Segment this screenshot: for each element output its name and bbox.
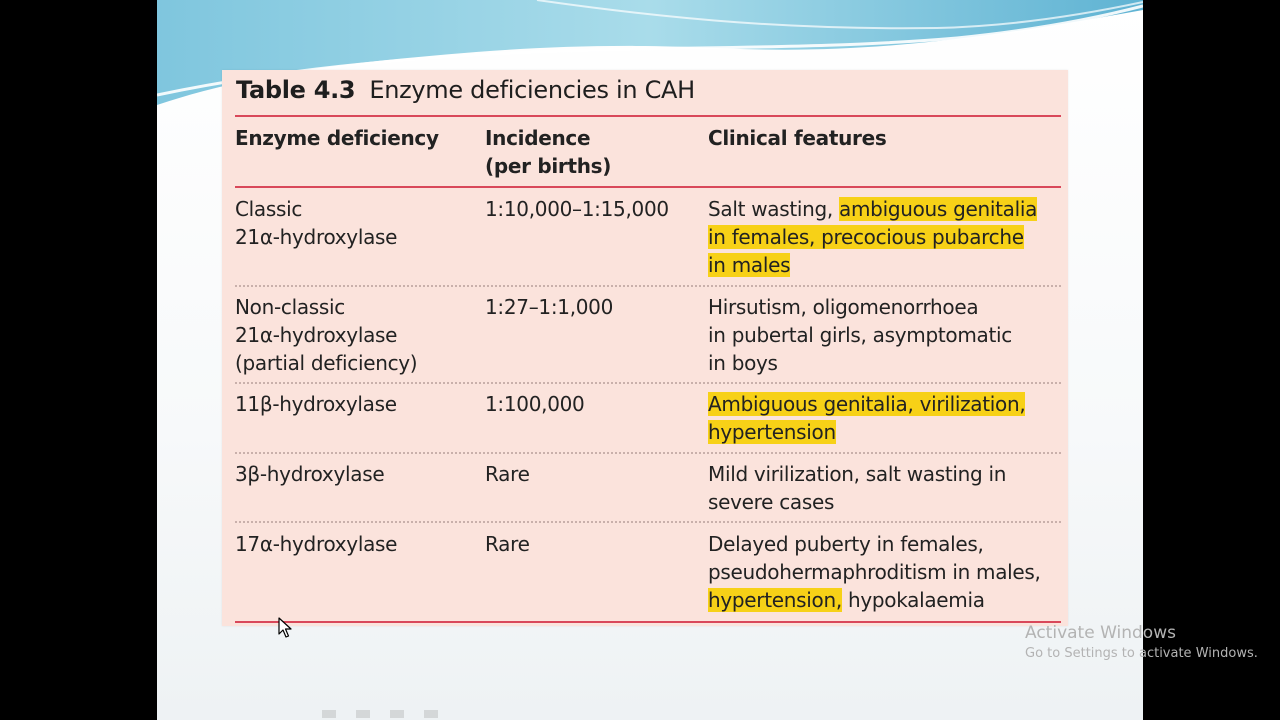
header-incidence-line2: (per births) — [485, 154, 612, 178]
row-4-incidence: Rare — [485, 462, 530, 486]
row-3-incidence: 1:100,000 — [485, 392, 585, 416]
header-enzyme-deficiency: Enzyme deficiency — [235, 126, 439, 150]
row-3-features-highlight: hypertension — [708, 420, 836, 444]
watermark-subtitle: Go to Settings to activate Windows. — [1025, 646, 1258, 661]
row-1-features-highlight: in males — [708, 253, 791, 277]
header-incidence — [485, 124, 700, 180]
watermark-title: Activate Windows — [1025, 623, 1176, 643]
row-divider — [235, 452, 1061, 454]
header-incidence-line1: Incidence — [485, 126, 591, 150]
row-2-features-line2: in pubertal girls, asymptomatic — [708, 323, 1012, 347]
row-4-features-line2: severe cases — [708, 490, 835, 514]
row-1-enzyme-line1: Classic — [235, 197, 303, 221]
row-5-features-line2: pseudohermaphroditism in males, — [708, 560, 1041, 584]
row-3-features-highlight: Ambiguous genitalia, virilization, — [708, 392, 1026, 416]
row-2-incidence: 1:27–1:1,000 — [485, 295, 614, 319]
row-5-features-line1: Delayed puberty in females, — [708, 532, 984, 556]
row-5-enzyme: 17α-hydroxylase — [235, 532, 398, 556]
table-number: Table 4.3 — [236, 76, 356, 104]
row-2-features-line3: in boys — [708, 351, 778, 375]
header-rule — [235, 186, 1061, 188]
row-1-enzyme-line2: 21α-hydroxylase — [235, 225, 398, 249]
bottom-rule — [235, 621, 1061, 623]
row-1-enzyme — [235, 195, 475, 251]
row-divider — [235, 521, 1061, 523]
row-divider — [235, 285, 1061, 287]
top-rule — [235, 115, 1061, 117]
row-divider — [235, 382, 1061, 384]
header-clinical-features: Clinical features — [708, 126, 887, 150]
table-caption: Enzyme deficiencies in CAH — [369, 76, 695, 104]
row-4-features — [708, 460, 1058, 516]
row-2-enzyme — [235, 293, 475, 377]
row-5-features — [708, 530, 1058, 614]
row-3-features — [708, 390, 1058, 446]
row-5-features-text: hypokalaemia — [841, 588, 985, 612]
row-4-enzyme: 3β-hydroxylase — [235, 462, 385, 486]
row-1-features — [708, 195, 1058, 279]
row-1-incidence: 1:10,000–1:15,000 — [485, 197, 669, 221]
row-2-enzyme-line2: 21α-hydroxylase — [235, 323, 398, 347]
mouse-pointer-icon — [278, 617, 292, 639]
slide-controls — [322, 706, 442, 720]
activate-windows-watermark — [1025, 622, 1258, 664]
row-2-features-line1: Hirsutism, oligomenorrhoea — [708, 295, 979, 319]
row-2-enzyme-line1: Non-classic — [235, 295, 345, 319]
row-1-features-text: Salt wasting, — [708, 197, 840, 221]
row-3-enzyme: 11β-hydroxylase — [235, 392, 397, 416]
row-1-features-highlight: in females, precocious pubarche — [708, 225, 1024, 249]
row-4-features-line1: Mild virilization, salt wasting in — [708, 462, 1007, 486]
row-1-features-highlight: ambiguous genitalia — [839, 197, 1038, 221]
row-2-enzyme-line3: (partial deficiency) — [235, 351, 418, 375]
row-2-features — [708, 293, 1058, 377]
table-title — [236, 76, 695, 104]
row-5-features-highlight: hypertension, — [708, 588, 842, 612]
row-5-incidence: Rare — [485, 532, 530, 556]
